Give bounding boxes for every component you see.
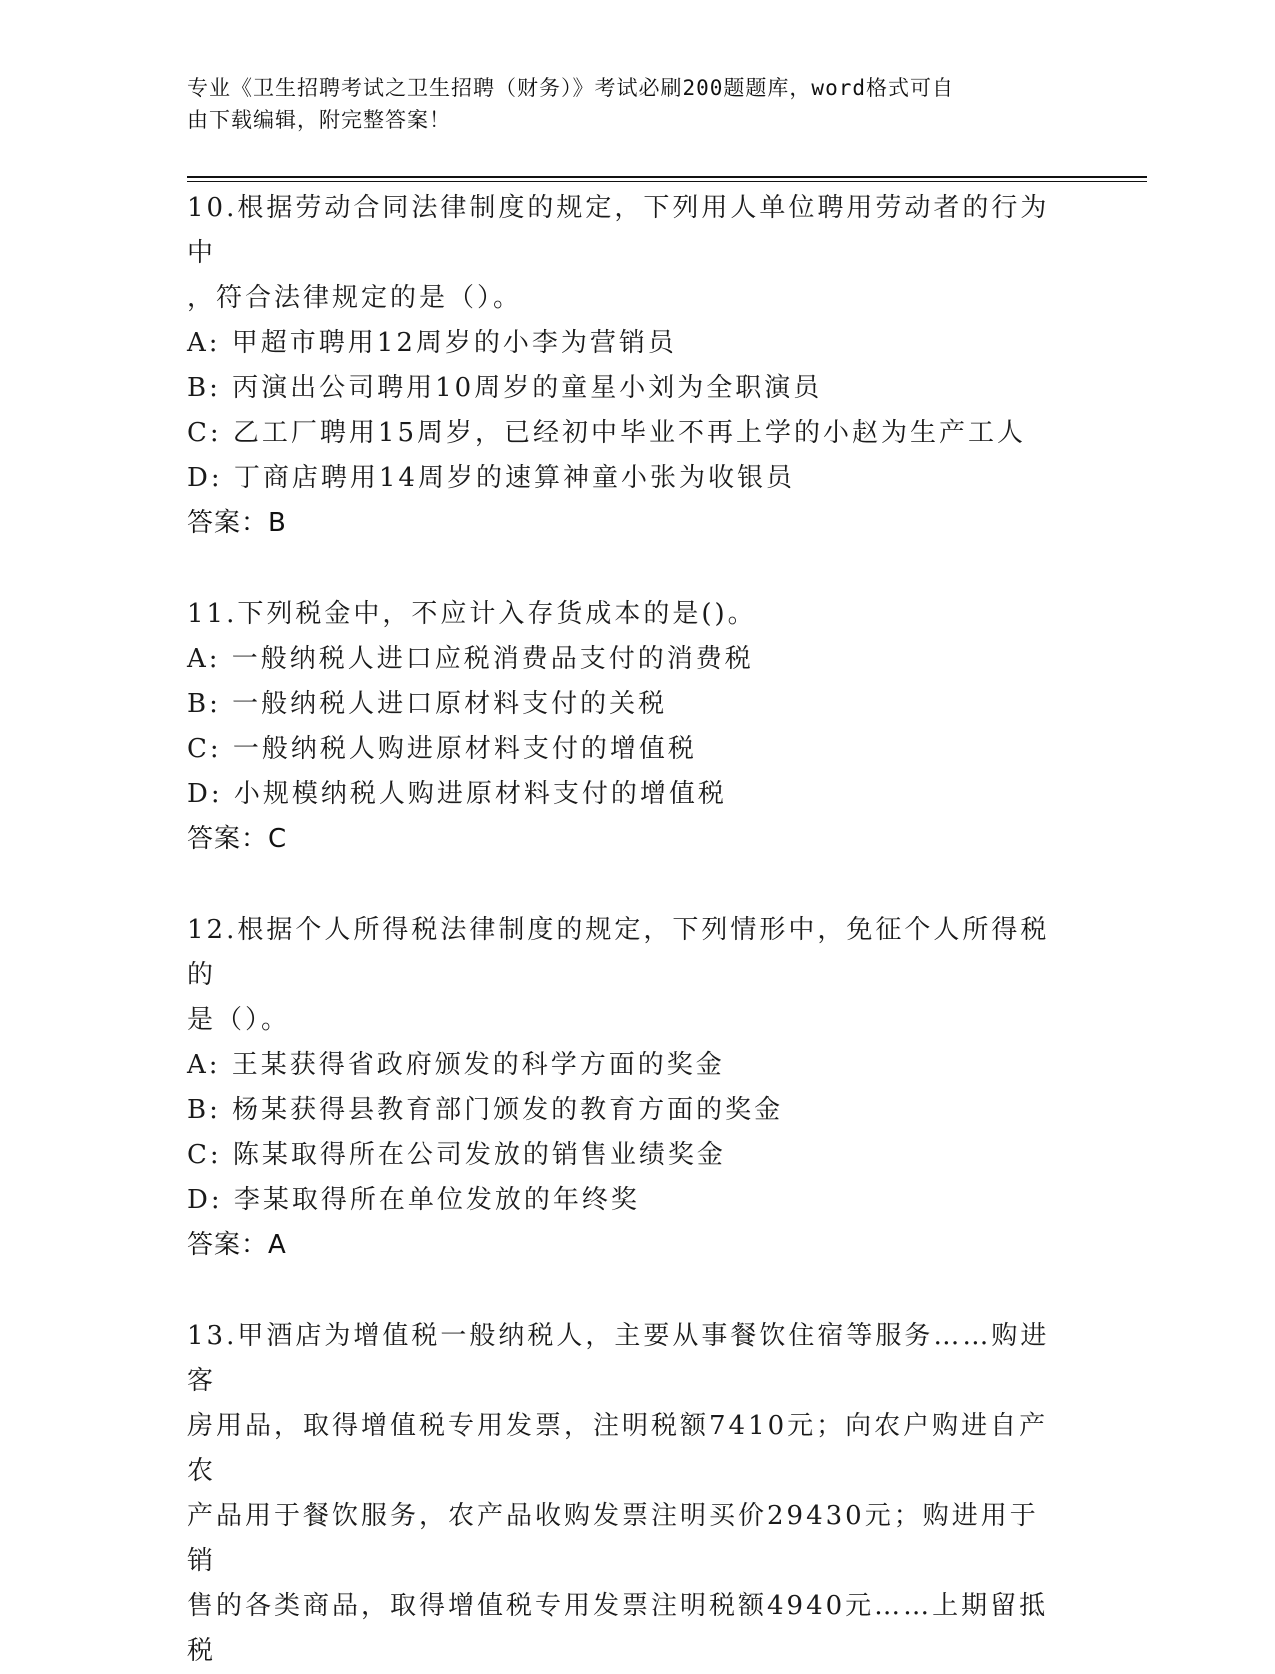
option-a: A: 一般纳税人进口应税消费品支付的消费税 xyxy=(187,644,754,674)
option-a: A: 甲超市聘用12周岁的小李为营销员 xyxy=(187,328,677,358)
option-b: B: 一般纳税人进口原材料支付的关税 xyxy=(187,689,668,719)
question-stem-line: 产品用于餐饮服务，农产品收购发票注明买价29430元；购进用于销 xyxy=(187,1501,1039,1576)
header-line-2: 由下载编辑，附完整答案！ xyxy=(187,108,451,132)
option-b: B: 丙演出公司聘用10周岁的童星小刘为全职演员 xyxy=(187,373,823,403)
option-b: B: 杨某获得县教育部门颁发的教育方面的奖金 xyxy=(187,1095,784,1125)
question-11 xyxy=(187,592,1067,862)
header-line-1: 专业《卫生招聘考试之卫生招聘（财务）》考试必刷200题题库，word格式可自 xyxy=(187,76,954,100)
question-12 xyxy=(187,908,1067,1268)
question-stem-line: 房用品，取得增值税专用发票，注明税额7410元；向农户购进自产农 xyxy=(187,1411,1049,1486)
question-stem-line: 10.根据劳动合同法律制度的规定，下列用人单位聘用劳动者的行为中 xyxy=(187,193,1050,268)
option-c: C: 一般纳税人购进原材料支付的增值税 xyxy=(187,734,697,764)
question-spacer xyxy=(187,546,1067,592)
question-list xyxy=(187,186,1067,1674)
question-stem-line: 售的各类商品，取得增值税专用发票注明税额4940元……上期留抵税 xyxy=(187,1591,1049,1666)
option-a: A: 王某获得省政府颁发的科学方面的奖金 xyxy=(187,1050,725,1080)
document-header xyxy=(187,72,1067,136)
question-stem-line: 12.根据个人所得税法律制度的规定，下列情形中，免征个人所得税的 xyxy=(187,915,1050,990)
answer-line: 答案：C xyxy=(187,824,288,854)
option-d: D: 李某取得所在单位发放的年终奖 xyxy=(187,1185,640,1215)
answer-line: 答案：B xyxy=(187,508,287,538)
answer-line: 答案：A xyxy=(187,1230,287,1260)
question-10 xyxy=(187,186,1067,546)
question-stem-line: 13.甲酒店为增值税一般纳税人，主要从事餐饮住宿等服务……购进客 xyxy=(187,1321,1050,1396)
header-divider-thin xyxy=(187,181,1147,182)
option-c: C: 陈某取得所在公司发放的销售业绩奖金 xyxy=(187,1140,726,1170)
question-13 xyxy=(187,1314,1067,1674)
question-spacer xyxy=(187,1268,1067,1314)
option-d: D: 小规模纳税人购进原材料支付的增值税 xyxy=(187,779,727,809)
question-spacer xyxy=(187,862,1067,908)
question-stem-line: 是（）。 xyxy=(187,1005,291,1035)
header-divider-thick xyxy=(187,176,1147,178)
option-d: D: 丁商店聘用14周岁的速算神童小张为收银员 xyxy=(187,463,795,493)
question-stem-line: ，符合法律规定的是（）。 xyxy=(187,283,523,313)
question-stem-line: 11.下列税金中，不应计入存货成本的是()。 xyxy=(187,599,757,629)
option-c: C: 乙工厂聘用15周岁，已经初中毕业不再上学的小赵为生产工人 xyxy=(187,418,1027,448)
